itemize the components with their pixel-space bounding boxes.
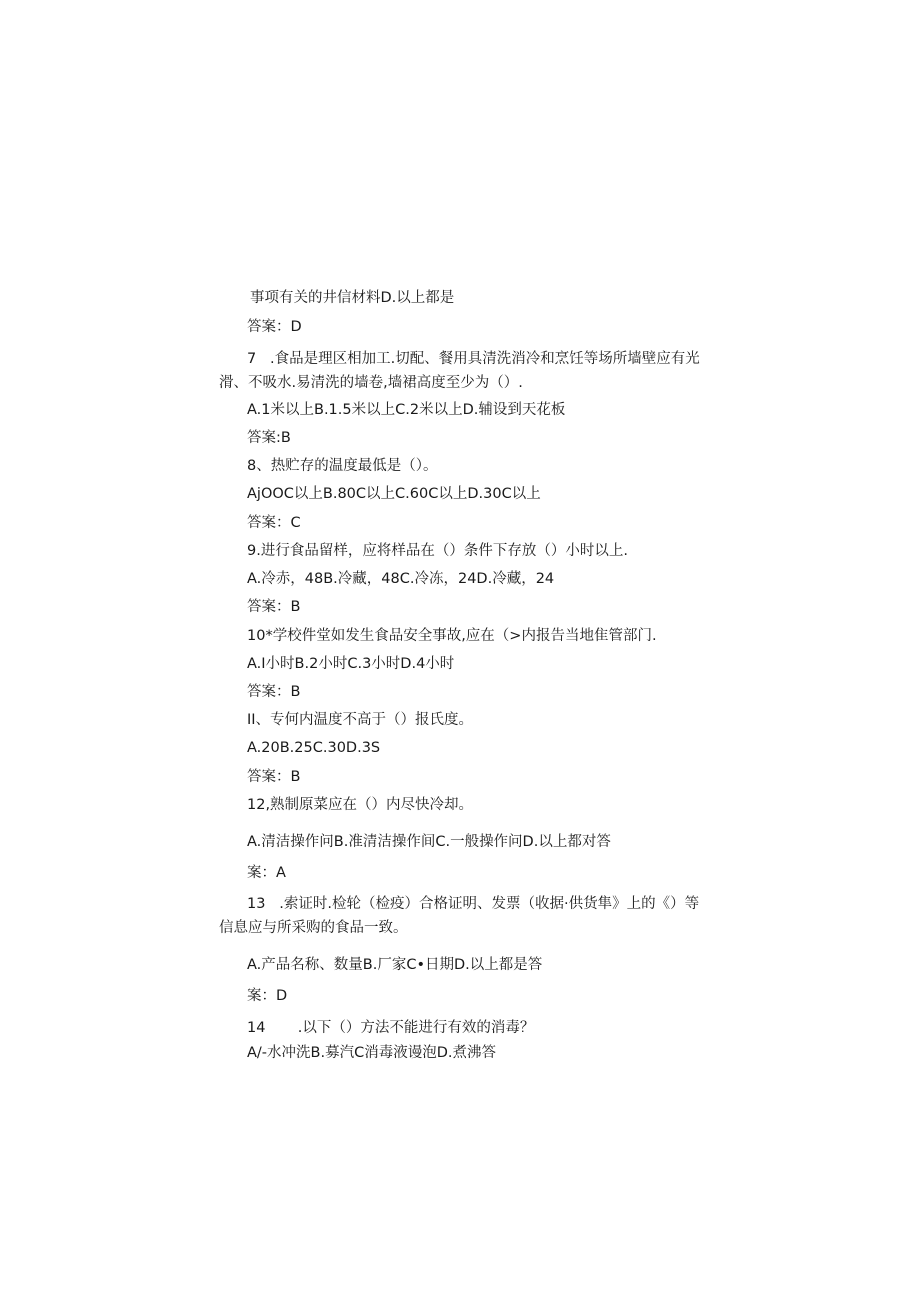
text-line: 信息应与所采购的食品一致。 <box>219 920 408 936</box>
answer-line: 答案：B <box>247 769 301 785</box>
text-line: 滑、不吸水.易清洗的墙卷,墙裙高度至少为（）. <box>219 375 523 391</box>
question-line: 13 .索证时.检轮（检疫）合格证明、发票（收据·供货隼》上的《）等 <box>247 896 700 912</box>
answer-line: 案：D <box>247 988 288 1004</box>
question-line: 7 .食品是理区相加工.切配、餐用具清洗消冷和烹饪等场所墙壁应有光 <box>247 351 700 367</box>
options-line: AjOOC以上B.80C以上C.60C以上D.30C以上 <box>247 486 541 502</box>
answer-line: 案：A <box>247 865 286 881</box>
answer-line: 答案:B <box>247 430 291 446</box>
answer-line: 答案：B <box>247 599 301 615</box>
answer-line: 答案：D <box>247 319 302 335</box>
options-line: A.清洁操作问B.准清洁操作间C.一般操作问D.以上都对答 <box>247 834 611 850</box>
options-line: A.产品名称、数量B.厂家C•日期D.以上都是答 <box>247 957 543 973</box>
question-line: 12,熟制原菜应在（）内尽快冷却。 <box>247 797 474 813</box>
options-line: A.冷赤，48B.冷藏，48C.冷冻，24D.冷藏，24 <box>247 571 555 587</box>
question-line: 10*学校件堂如发生食品安全事故,应在（>内报告当地隹管部门. <box>247 628 657 644</box>
question-line: II、专何内温度不高于（）报氏度。 <box>247 712 474 728</box>
options-line: A.I小时B.2小时C.3小时D.4小时 <box>247 656 455 672</box>
question-line: 8、热贮存的温度最低是（）。 <box>247 458 438 474</box>
question-line: 9.进行食品留样，应将样品在（）条件下存放（）小时以上. <box>247 543 628 559</box>
options-line: A.20B.25C.30D.3S <box>247 740 381 756</box>
text-line: 事项有关的井信材料D.以上都是 <box>250 290 455 306</box>
options-line: A/-水冲洗B.募汽C消毒液谩泡D.煮沸答 <box>247 1045 496 1061</box>
options-line: A.1米以上B.1.5米以上C.2米以上D.辅设到天花板 <box>247 402 566 418</box>
question-line: 14 .以下（）方法不能进行有效的消毒？ <box>247 1020 535 1036</box>
answer-line: 答案：B <box>247 684 301 700</box>
answer-line: 答案：C <box>247 515 301 531</box>
